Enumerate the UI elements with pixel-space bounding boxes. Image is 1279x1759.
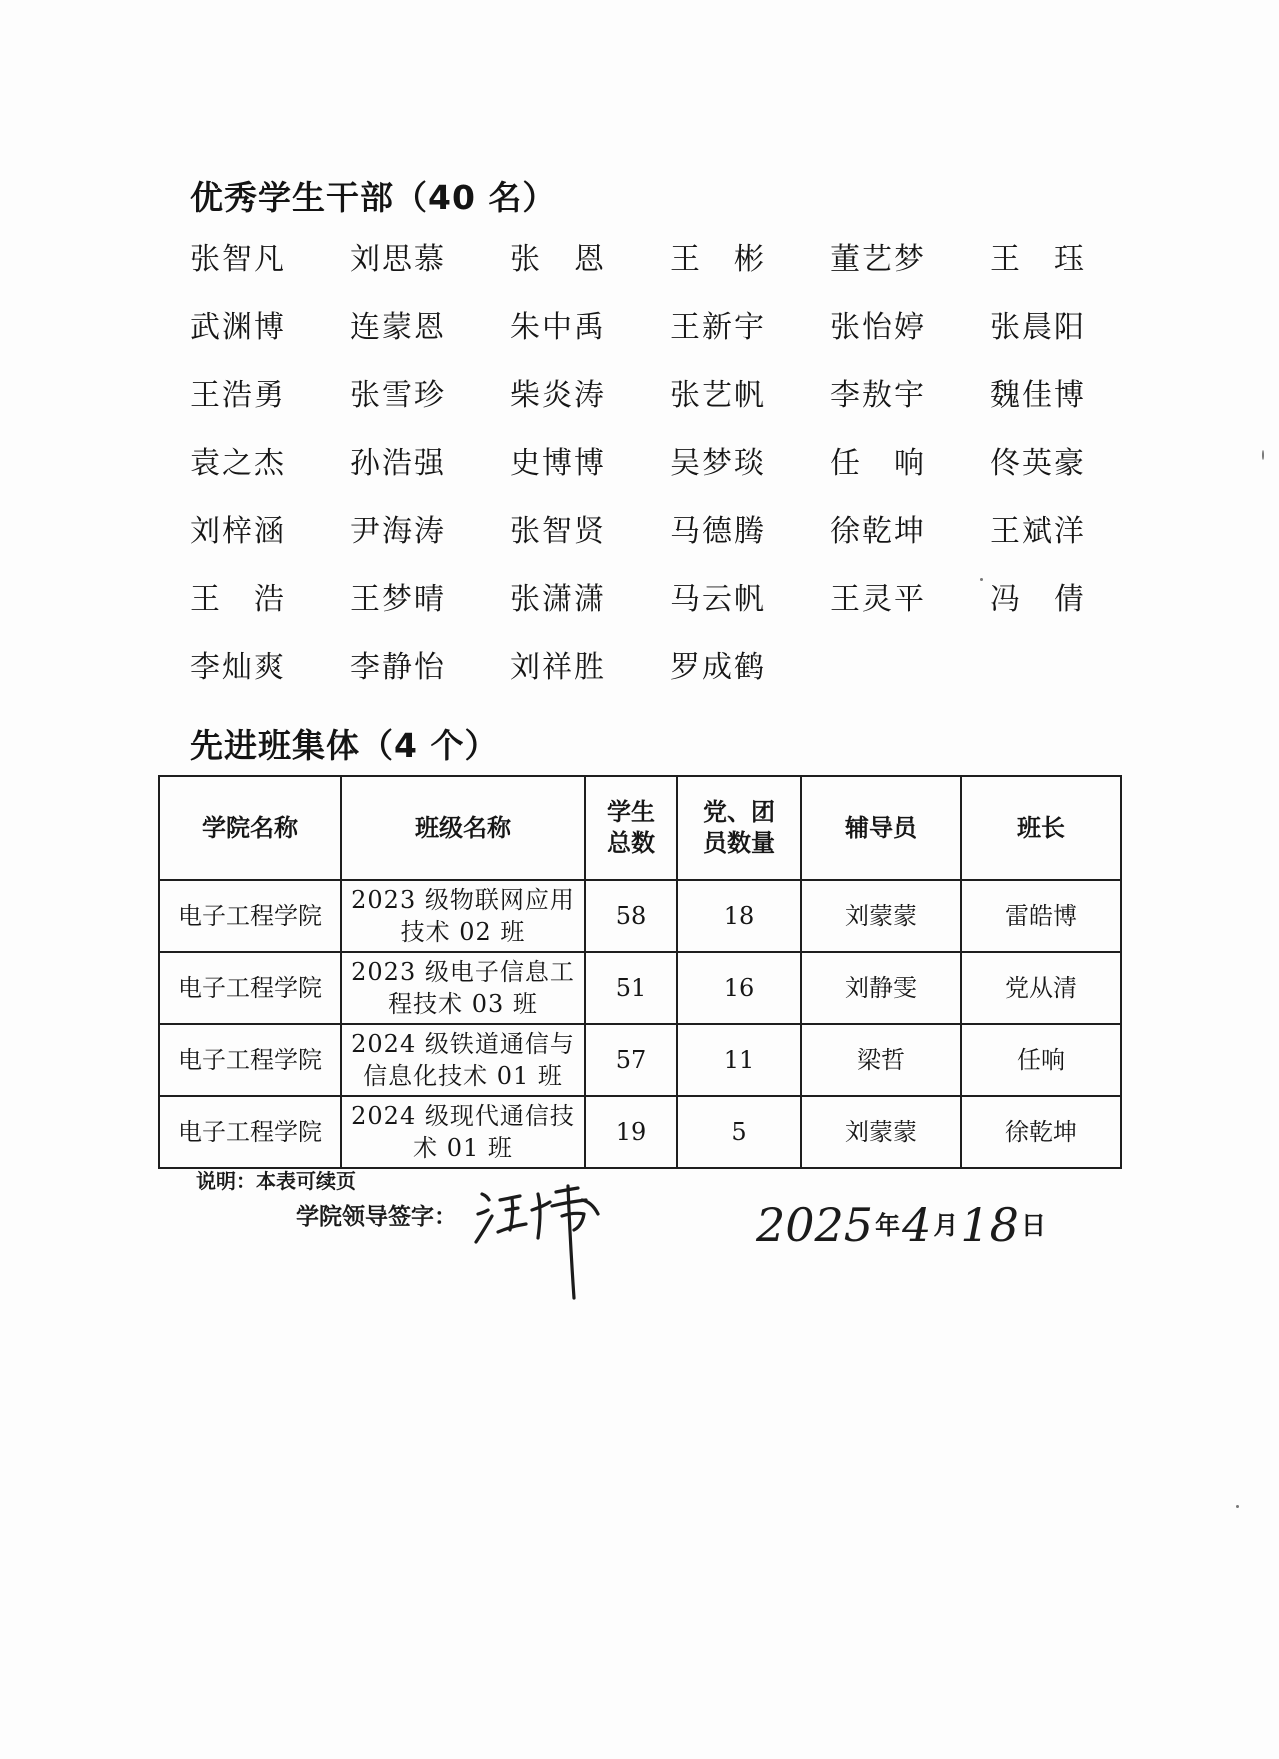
table-row [159, 1024, 1121, 1096]
cadre-name: 武渊博 [190, 310, 286, 345]
cadre-name: 王 浩 [190, 582, 286, 617]
cell-monitor: 党从清 [961, 952, 1121, 1024]
cell-monitor: 任响 [961, 1024, 1121, 1096]
cadre-name: 李灿爽 [190, 650, 286, 685]
cadre-name: 张 恩 [510, 242, 606, 277]
cadre-name: 王梦晴 [350, 582, 446, 617]
header-counselor: 辅导员 [801, 776, 961, 880]
cadre-name: 王 珏 [990, 242, 1086, 277]
cadre-name: 孙浩强 [350, 446, 446, 481]
cell-party-member-count: 11 [677, 1024, 801, 1096]
advanced-class-table [158, 775, 1122, 1169]
scan-speck [1262, 450, 1264, 460]
cadre-name: 张智凡 [190, 242, 286, 277]
cadre-name: 王灵平 [830, 582, 926, 617]
cell-college: 电子工程学院 [159, 880, 341, 952]
cadre-name: 刘思慕 [350, 242, 446, 277]
cell-student-total: 57 [585, 1024, 677, 1096]
cadre-name: 柴炎涛 [510, 378, 606, 413]
cell-monitor: 徐乾坤 [961, 1096, 1121, 1168]
cadre-name: 冯 倩 [990, 582, 1086, 617]
date-day-unit: 日 [1020, 1211, 1046, 1240]
leader-signature-label: 学院领导签字： [296, 1204, 457, 1230]
cadre-name: 吴梦琰 [670, 446, 766, 481]
header-class-name: 班级名称 [341, 776, 585, 880]
cadre-name: 史博博 [510, 446, 606, 481]
scan-speck [1236, 1505, 1239, 1508]
cell-student-total: 51 [585, 952, 677, 1024]
table-row [159, 952, 1121, 1024]
cadre-name: 马德腾 [670, 514, 766, 549]
cadre-name: 魏佳博 [990, 378, 1086, 413]
handwritten-signature [470, 1180, 650, 1302]
cadre-name: 朱中禹 [510, 310, 606, 345]
cadre-name: 王浩勇 [190, 378, 286, 413]
scan-speck [980, 578, 983, 581]
cell-college: 电子工程学院 [159, 1024, 341, 1096]
cadre-name: 王新宇 [670, 310, 766, 345]
cadre-name: 张智贤 [510, 514, 606, 549]
cadre-name: 任 响 [830, 446, 926, 481]
date-month: 4 [902, 1198, 932, 1252]
cell-college: 电子工程学院 [159, 1096, 341, 1168]
cell-party-member-count: 5 [677, 1096, 801, 1168]
signature-date [756, 1190, 1048, 1250]
cadre-name: 张晨阳 [990, 310, 1086, 345]
table-header-row [159, 776, 1121, 880]
header-college: 学院名称 [159, 776, 341, 880]
cell-counselor: 刘蒙蒙 [801, 880, 961, 952]
cadre-name: 尹海涛 [350, 514, 446, 549]
cadre-name: 张怡婷 [830, 310, 926, 345]
cell-college: 电子工程学院 [159, 952, 341, 1024]
cadre-name: 袁之杰 [190, 446, 286, 481]
date-month-unit: 月 [933, 1211, 959, 1240]
cadre-name: 张潇潇 [510, 582, 606, 617]
cell-party-member-count: 16 [677, 952, 801, 1024]
section-title-outstanding-cadres: 优秀学生干部（40 名） [190, 178, 557, 217]
cadre-name: 王斌洋 [990, 514, 1086, 549]
cadre-name: 张雪珍 [350, 378, 446, 413]
cell-counselor: 梁哲 [801, 1024, 961, 1096]
cell-student-total: 19 [585, 1096, 677, 1168]
cell-class-name: 2023 级电子信息工程技术 03 班 [341, 952, 585, 1024]
table-note: 说明：本表可续页 [196, 1169, 356, 1193]
cadre-name: 徐乾坤 [830, 514, 926, 549]
cell-class-name: 2024 级现代通信技术 01 班 [341, 1096, 585, 1168]
cell-party-member-count: 18 [677, 880, 801, 952]
header-monitor: 班长 [961, 776, 1121, 880]
date-day: 18 [960, 1198, 1019, 1252]
cell-class-name: 2024 级铁道通信与信息化技术 01 班 [341, 1024, 585, 1096]
cell-counselor: 刘静雯 [801, 952, 961, 1024]
table-row [159, 880, 1121, 952]
cadre-name: 李静怡 [350, 650, 446, 685]
cadre-name: 马云帆 [670, 582, 766, 617]
cell-counselor: 刘蒙蒙 [801, 1096, 961, 1168]
cell-monitor: 雷皓博 [961, 880, 1121, 952]
cadre-name: 董艺梦 [830, 242, 926, 277]
cell-student-total: 58 [585, 880, 677, 952]
cadre-name: 连蒙恩 [350, 310, 446, 345]
header-party-member-count: 党、团员数量 [677, 776, 801, 880]
cadre-name: 佟英豪 [990, 446, 1086, 481]
date-year: 2025 [756, 1198, 874, 1252]
cadre-name: 刘梓涵 [190, 514, 286, 549]
cadre-name-list [190, 240, 1110, 716]
cadre-name: 王 彬 [670, 242, 766, 277]
cadre-name: 李敖宇 [830, 378, 926, 413]
header-student-total: 学生总数 [585, 776, 677, 880]
table-row [159, 1096, 1121, 1168]
cadre-name: 罗成鹤 [670, 650, 766, 685]
section-title-advanced-classes: 先进班集体（4 个） [190, 726, 499, 765]
cell-class-name: 2023 级物联网应用技术 02 班 [341, 880, 585, 952]
date-year-unit: 年 [875, 1211, 901, 1240]
cadre-name: 刘祥胜 [510, 650, 606, 685]
cadre-name: 张艺帆 [670, 378, 766, 413]
